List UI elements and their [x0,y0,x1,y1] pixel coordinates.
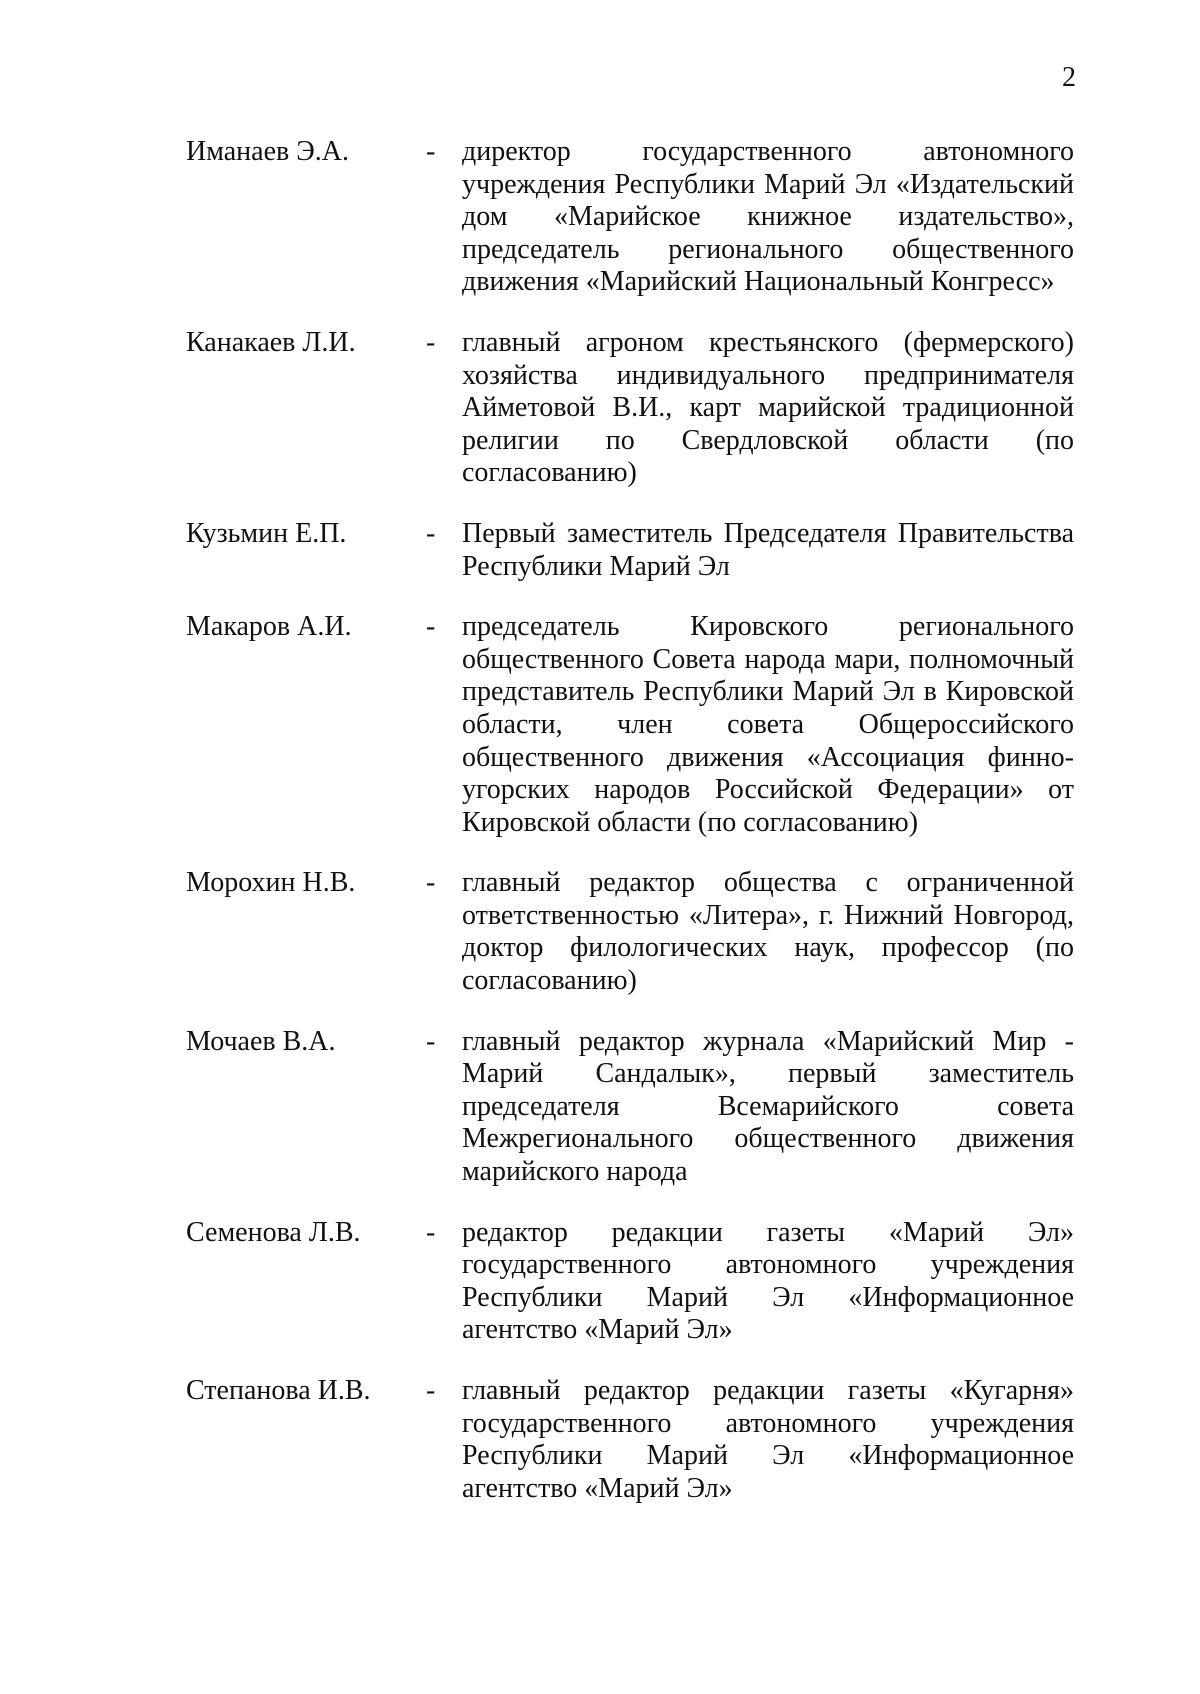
member-position: редактор редакции газеты «Марий Эл» государственного автономного учреждения Республики Марий Эл «Информационное агентство «Марий Эл» [462,1216,1074,1346]
member-entry [186,867,1076,997]
member-entry [186,1026,1076,1189]
member-position: главный редактор журнала «Марийский Мир - Марий Сандалык», первый заместитель председателя Всемарийского совета Межрегионального общественного движения марийского народа [462,1025,1074,1188]
member-position: директор государственного автономного учреждения Республики Марий Эл «Издательский дом «Марийское книжное издательство», председатель регионального общественного движения «Марийский Национальный Конгресс» [462,136,1074,298]
member-position: председатель Кировского регионального общественного Совета народа мари, полномочный представитель Республики Марий Эл в Кировской области, член совета Общероссийского общественного движения «Ассоциация финно-угорских народов Российской Федерации» от Кировской области (по согласованию) [462,611,1074,838]
member-entry [186,1217,1076,1347]
member-name: Макаров А.И. [186,611,352,643]
entry-dash: - [426,867,436,899]
member-name: Канакаев Л.И. [186,326,356,358]
member-name: Степанова И.В. [186,1375,371,1406]
member-entry [186,136,1076,299]
entry-dash: - [426,517,436,549]
member-name: Мочаев В.А. [186,1025,336,1057]
member-name: Иманаев Э.А. [186,136,349,167]
page-number: 2 [1062,62,1076,93]
member-entry [186,611,1076,839]
entry-dash: - [426,1216,436,1248]
entry-dash: - [426,1375,436,1406]
member-position: Первый заместитель Председателя Правительства Республики Марий Эл [462,517,1074,582]
entry-dash: - [426,136,436,167]
member-position: главный редактор редакции газеты «Кугарня» государственного автономного учреждения Республики Марий Эл «Информационное агентство «Марий Эл» [462,1375,1074,1504]
member-position: главный агроном крестьянского (фермерского) хозяйства индивидуального предпринимателя Айметовой В.И., карт марийской традиционной религии по Свердловской области (по согласованию) [462,326,1074,489]
entry-dash: - [426,611,436,643]
entry-dash: - [426,1025,436,1057]
member-name: Морохин Н.В. [186,867,356,899]
member-entry [186,518,1076,583]
member-name: Семенова Л.В. [186,1216,361,1248]
entry-dash: - [426,326,436,358]
member-position: главный редактор общества с ограниченной ответственностью «Литера», г. Нижний Новгород, доктор филологических наук, профессор (по согласованию) [462,867,1074,997]
member-entry [186,327,1076,490]
member-name: Кузьмин Е.П. [186,517,347,549]
member-entry [186,1375,1076,1505]
member-list [186,136,1076,1533]
